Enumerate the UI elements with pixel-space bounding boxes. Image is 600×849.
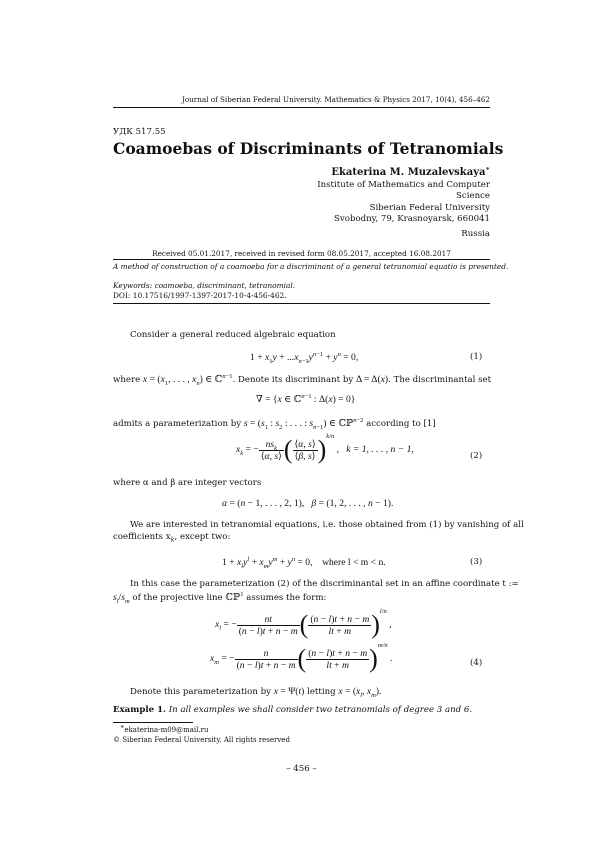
header-rule <box>113 107 490 108</box>
page-number: – 456 – <box>286 764 317 774</box>
discriminantal-set: ∇ = {x ∈ ℂ$^{n-1}$ : Δ(x) = 0} <box>256 392 356 405</box>
paragraph-tetranomial: We are interested in tetranomial equations, i.e. those obtained from (1) by vanishing of all <box>130 520 524 530</box>
abstract-top-rule <box>113 259 490 260</box>
x-vector: $x = (x_1$, . . . , $x_n$) ∈ ℂ$^{n-1}$ <box>142 372 233 387</box>
alpha-beta-vectors: α = (n − 1, . . . , 2, 1), β = (1, 2, . . . , n − 1). <box>222 498 394 509</box>
abstract-bottom-rule <box>113 303 490 304</box>
equation-4-xm: $x_m$ = − $\frac{n}{(n - l)t + n - m}$ ( $\frac{(n - l)t + n - m}{lt + m}$ )$^{m/n}$ . <box>210 642 393 673</box>
footnote-copyright: © Siberian Federal University. All rights reserved <box>113 736 290 744</box>
doi: DOI: 10.17516/1997-1397-2017-10-4-456-462. <box>113 291 287 300</box>
equation-1-tag: (1) <box>470 352 483 362</box>
abstract: A method of construction of a coamoeba for a discriminant of a general tetranomial equatio is presented. <box>113 262 509 271</box>
paragraph-affine-cont: $s_l/s_m$ of the projective line ℂℙ$^1$ assumes the form: <box>113 590 327 605</box>
footnote-email: ∗ekaterina-m09@mail.ru <box>120 722 209 734</box>
affiliation-line: Siberian Federal University <box>369 202 490 213</box>
affiliation-line: Svobodny, 79, Krasnoyarsk, 660041 <box>334 213 490 224</box>
footnote-rule <box>113 722 193 723</box>
running-head: Journal of Siberian Federal University. Mathematics & Physics 2017, 10(4), 456–462 <box>181 95 490 104</box>
paragraph-vectors: where α and β are integer vectors <box>113 478 262 488</box>
affiliation-line: Institute of Mathematics and Computer Science <box>317 180 490 202</box>
paragraph-tetranomial-cont: coefficients $x_k$, except two: <box>113 532 231 544</box>
author-footnote-mark: ∗ <box>485 164 490 173</box>
equation-4-xl: $x_l$ = − $\frac{nt}{(n - l)t + n - m}$ ( $\frac{(n - l)t + n - m}{lt + m}$ )$^{l/n}$ , <box>215 608 392 639</box>
equation-3-tag: (3) <box>470 557 483 567</box>
paragraph-intro: Consider a general reduced algebraic equation <box>130 330 336 340</box>
equation-2: $x_k$ = − $\frac{ns_k}{⟨\alpha, s⟩}$ ( $\frac{⟨\alpha, s⟩}{⟨\beta, s⟩}$ )$^{k/n}$ , k = 1, . . . , n − 1, <box>236 433 414 464</box>
copyright-icon: © <box>113 736 120 744</box>
affiliation <box>300 180 490 240</box>
equation-1: $1 + x_1y + ...x_{n-1}y^{n-1} + y^n = 0$, <box>250 350 359 365</box>
equation-2-tag: (2) <box>470 451 483 461</box>
paragraph-psi: Denote this parameterization by x = Ψ(t) letting $x = (x_l$, $x_m$). <box>130 686 382 699</box>
affiliation-line: Russia <box>461 229 490 240</box>
example-1: Example 1. In all examples we shall consider two tetranomials of degree 3 and 6. <box>113 705 473 715</box>
udk-code: УДК 517.55 <box>113 127 166 137</box>
equation-3: $1 + x_ly^l + x_my^m + y^n = 0$, where l < m < n. <box>222 555 386 570</box>
author-name: Ekaterina M. Muzalevskaya∗ <box>331 164 490 178</box>
paragraph-discriminant: where $x = (x_1$, . . . , $x_n$) ∈ ℂ$^{n-1}$. Denote its discriminant by Δ = Δ(x). The discriminantal set <box>113 372 492 387</box>
paragraph-affine: In this case the parameterization (2) of the discriminantal set in an affine coordinate t := <box>130 579 519 589</box>
paper-title: Coamoebas of Discriminants of Tetranomials <box>113 139 504 158</box>
equation-4-tag: (4) <box>470 658 483 668</box>
paragraph-parameterization: admits a parameterization by $s = (s_1$ : $s_2$ : . . . : $s_{n-1}$) ∈ ℂℙ$^{n-2}$ according to [1] <box>113 416 436 431</box>
received-dates: Received 05.01.2017, received in revised form 08.05.2017, accepted 16.08.2017 <box>152 249 451 258</box>
keywords: Keywords: coamoeba, discriminant, tetranomial. <box>113 281 296 290</box>
example-label: Example 1. <box>113 705 167 715</box>
